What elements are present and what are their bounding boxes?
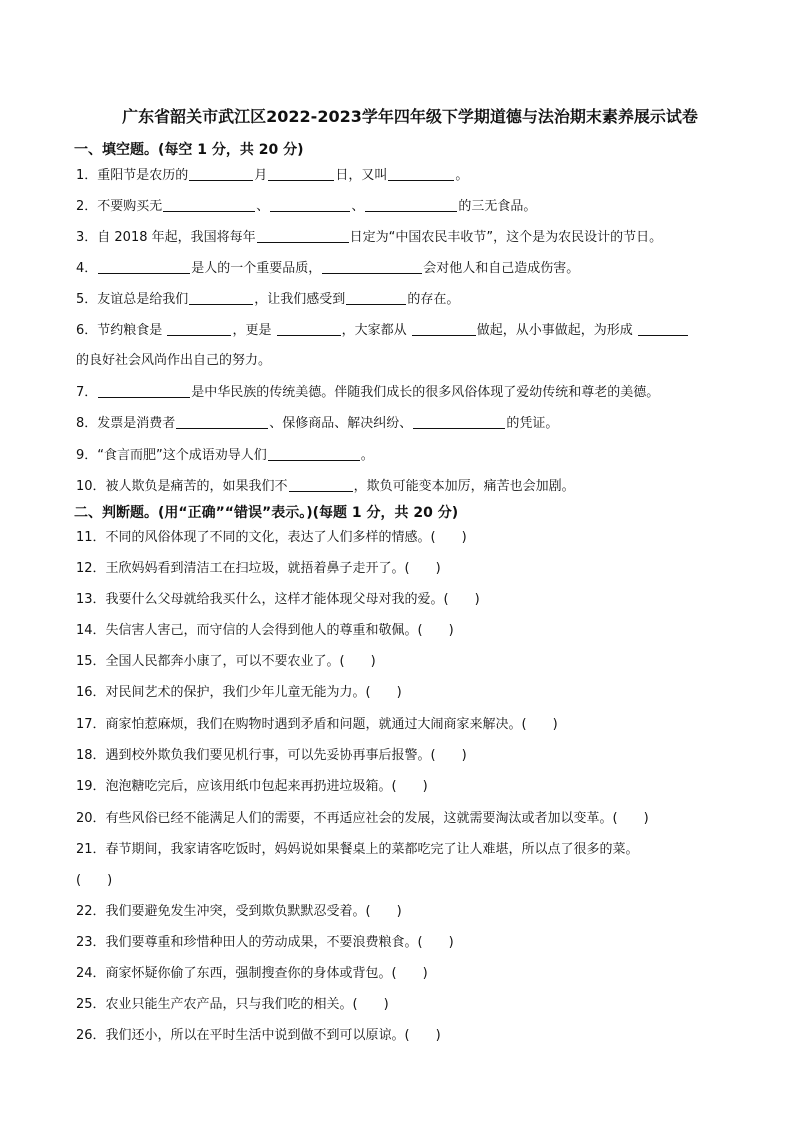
question-12: 12．王欣妈妈看到清洁工在扫垃圾，就捂着鼻子走开了。( ) (76, 561, 441, 576)
answer-blank[interactable] (277, 321, 341, 336)
question-1: 1．重阳节是农历的 月 日，又叫 。 (76, 168, 469, 183)
question-23: 23．我们要尊重和珍惜种田人的劳动成果，不要浪费粮食。( ) (76, 935, 454, 950)
answer-blank[interactable] (257, 228, 349, 243)
question-11: 11．不同的风俗体现了不同的文化，表达了人们多样的情感。( ) (76, 530, 467, 545)
question-6: 6．节约粮食是 ，更是 ，大家都从 做起，从小事做起，为形成 (76, 321, 689, 340)
answer-blank[interactable] (268, 446, 360, 461)
answer-blank[interactable] (163, 197, 255, 212)
answer-blank[interactable] (412, 321, 476, 336)
question-6-continued: 的良好社会风尚作出自己的努力。 (76, 353, 272, 368)
question-15: 15．全国人民都奔小康了，可以不要农业了。( ) (76, 654, 376, 669)
question-14: 14．失信害人害己，而守信的人会得到他人的尊重和敬佩。( ) (76, 623, 454, 638)
question-2: 2．不要购买无 、 、 的三无食品。 (76, 199, 537, 214)
answer-blank[interactable] (167, 321, 231, 336)
answer-blank[interactable] (270, 197, 350, 212)
answer-blank[interactable] (289, 477, 353, 492)
answer-blank[interactable] (388, 166, 454, 181)
exam-title: 广东省韶关市武江区2022-2023学年四年级下学期道德与法治期末素养展示试卷 (122, 107, 698, 126)
answer-blank[interactable] (189, 290, 253, 305)
question-8: 8．发票是消费者 、保修商品、解决纠纷、 的凭证。 (76, 416, 559, 431)
question-17: 17．商家怕惹麻烦，我们在购物时遇到矛盾和问题，就通过大闹商家来解决。( ) (76, 717, 558, 732)
question-19: 19．泡泡糖吃完后，应该用纸巾包起来再扔进垃圾箱。( ) (76, 779, 428, 794)
section-judge-heading: 二、判断题。(用“正确”“错误”表示。)(每题 1 分，共 20 分) (74, 505, 459, 521)
answer-blank[interactable] (98, 383, 190, 398)
question-3: 3．自 2018 年起，我国将每年 日定为“中国农民丰收节”，这个是为农民设计的节日。 (76, 230, 663, 245)
question-22: 22．我们要避免发生冲突，受到欺负默默忍受着。( ) (76, 904, 402, 919)
question-26: 26．我们还小，所以在平时生活中说到做不到可以原谅。( ) (76, 1028, 441, 1043)
question-18: 18．遇到校外欺负我们要见机行事，可以先妥协再事后报警。( ) (76, 748, 467, 763)
answer-blank[interactable] (413, 414, 505, 429)
answer-blank[interactable] (365, 197, 457, 212)
question-10: 10．被人欺负是痛苦的，如果我们不 ，欺负可能变本加厉，痛苦也会加剧。 (76, 479, 575, 494)
answer-blank[interactable] (638, 321, 688, 336)
answer-blank[interactable] (98, 259, 190, 274)
question-16: 16．对民间艺术的保护，我们少年儿童无能为力。( ) (76, 685, 402, 700)
answer-blank[interactable] (322, 259, 422, 274)
question-20: 20．有些风俗已经不能满足人们的需要，不再适应社会的发展，这就需要淘汰或者加以变革。( ) (76, 811, 649, 826)
question-9: 9．“食言而肥”这个成语劝导人们 。 (76, 448, 374, 463)
question-24: 24．商家怀疑你偷了东西，强制搜查你的身体或背包。( ) (76, 966, 428, 981)
answer-blank[interactable] (346, 290, 406, 305)
question-5: 5．友谊总是给我们 ，让我们感受到 的存在。 (76, 292, 460, 307)
answer-blank[interactable] (268, 166, 334, 181)
question-25: 25．农业只能生产农产品，只与我们吃的相关。( ) (76, 997, 389, 1012)
section-fill-heading: 一、填空题。(每空 1 分，共 20 分) (74, 142, 304, 158)
answer-blank[interactable] (189, 166, 253, 181)
question-21-continued: ( ) (76, 873, 113, 888)
question-7: 7． 是中华民族的传统美德。伴随我们成长的很多风俗体现了爱幼传统和尊老的美德。 (76, 385, 660, 400)
question-21: 21．春节期间，我家请客吃饭时，妈妈说如果餐桌上的菜都吃完了让人难堪，所以点了很多的菜。 (76, 842, 639, 857)
question-4: 4． 是人的一个重要品质， 会对他人和自己造成伤害。 (76, 261, 580, 276)
question-13: 13．我要什么父母就给我买什么，这样才能体现父母对我的爱。( ) (76, 592, 480, 607)
answer-blank[interactable] (176, 414, 268, 429)
